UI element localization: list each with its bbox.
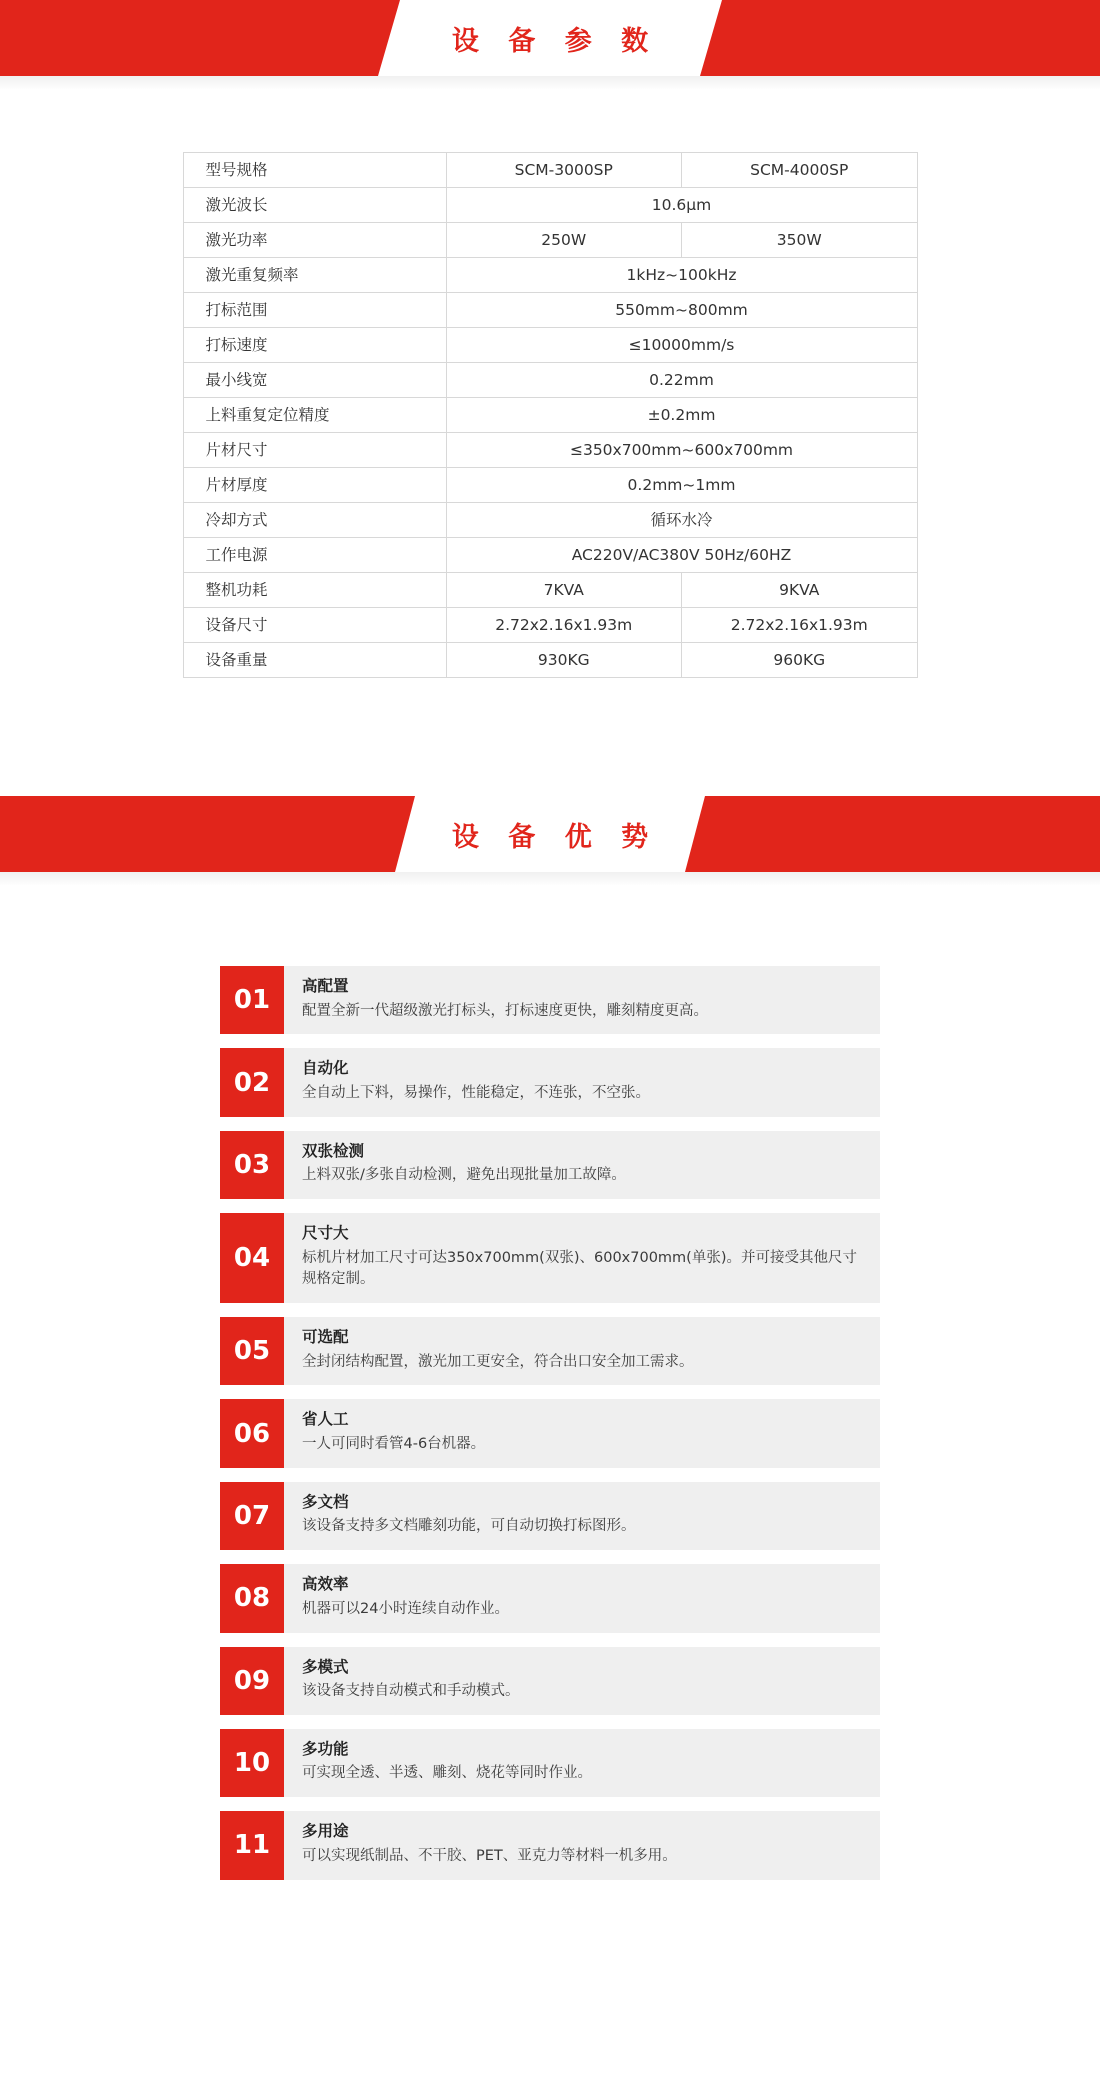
- spec-label-cell: 工作电源: [183, 538, 446, 573]
- advantage-title: 可选配: [302, 1328, 349, 1347]
- spec-value-cell: 1kHz~100kHz: [446, 258, 917, 293]
- advantage-number: 04: [220, 1213, 284, 1303]
- advantage-title: 尺寸大: [302, 1224, 349, 1243]
- spec-label-cell: 整机功耗: [183, 573, 446, 608]
- table-row: [183, 328, 917, 363]
- table-row: [183, 293, 917, 328]
- advantage-number: 01: [220, 966, 284, 1034]
- advantage-body: [284, 1564, 880, 1632]
- advantage-number: 11: [220, 1811, 284, 1879]
- advantage-description: 标机片材加工尺寸可达350x700mm(双张)、600x700mm(单张)。并可接受其他尺寸规格定制。: [302, 1249, 857, 1288]
- advantage-body: [284, 1811, 880, 1879]
- table-row: [183, 363, 917, 398]
- advantage-title: 自动化: [302, 1059, 349, 1078]
- table-row: [183, 573, 917, 608]
- list-item: [220, 1564, 880, 1632]
- spec-value-cell: 550mm~800mm: [446, 293, 917, 328]
- spec-label-cell: 激光重复频率: [183, 258, 446, 293]
- spec-label-cell: 设备重量: [183, 643, 446, 678]
- advantage-description: 全封闭结构配置，激光加工更安全，符合出口安全加工需求。: [302, 1353, 694, 1370]
- list-item: [220, 1729, 880, 1797]
- advantage-description: 机器可以24小时连续自动作业。: [302, 1600, 509, 1617]
- table-row: [183, 398, 917, 433]
- spec-value-cell: 2.72x2.16x1.93m: [682, 608, 918, 643]
- advantage-title: 省人工: [302, 1410, 349, 1429]
- advantage-description: 该设备支持多文档雕刻功能，可自动切换打标图形。: [302, 1518, 636, 1535]
- advantage-title: 双张检测: [302, 1141, 365, 1160]
- spec-value-cell: 0.2mm~1mm: [446, 468, 917, 503]
- table-row: [183, 468, 917, 503]
- advantage-body: [284, 1213, 880, 1303]
- spec-value-cell: ≤350x700mm~600x700mm: [446, 433, 917, 468]
- list-item: [220, 1482, 880, 1550]
- spec-label-cell: 最小线宽: [183, 363, 446, 398]
- spec-value-cell: ±0.2mm: [446, 398, 917, 433]
- advantage-number: 06: [220, 1399, 284, 1467]
- spec-value-cell: 2.72x2.16x1.93m: [446, 608, 682, 643]
- advantage-title: 多功能: [302, 1739, 349, 1758]
- advantage-number: 10: [220, 1729, 284, 1797]
- banner-shadow-strip: [0, 872, 1100, 886]
- advantage-number: 03: [220, 1131, 284, 1199]
- spec-value-cell: 7KVA: [446, 573, 682, 608]
- advantage-description: 该设备支持自动模式和手动模式。: [302, 1683, 520, 1700]
- table-row: [183, 223, 917, 258]
- spec-label-cell: 激光波长: [183, 188, 446, 223]
- advantage-body: [284, 1482, 880, 1550]
- advantage-title: 多文档: [302, 1492, 349, 1511]
- advantages-banner-title: 设 备 优 势: [451, 821, 659, 853]
- spec-label-cell: 激光功率: [183, 223, 446, 258]
- advantage-body: [284, 966, 880, 1034]
- spec-banner-title: 设 备 参 数: [451, 25, 659, 57]
- spec-value-cell: SCM-3000SP: [446, 153, 682, 188]
- advantage-number: 02: [220, 1048, 284, 1116]
- table-row: [183, 433, 917, 468]
- advantage-body: [284, 1399, 880, 1467]
- list-item: [220, 1647, 880, 1715]
- advantage-body: [284, 1729, 880, 1797]
- advantage-title: 高配置: [302, 977, 349, 995]
- spec-label-cell: 上料重复定位精度: [183, 398, 446, 433]
- spec-label-cell: 设备尺寸: [183, 608, 446, 643]
- spec-label-cell: 片材尺寸: [183, 433, 446, 468]
- advantage-body: [284, 1048, 880, 1116]
- spec-value-cell: 10.6μm: [446, 188, 917, 223]
- spec-value-cell: 循环水冷: [446, 503, 917, 538]
- advantage-body: [284, 1131, 880, 1199]
- advantage-description: 配置全新一代超级激光打标头，打标速度更快，雕刻精度更高。: [302, 1002, 708, 1019]
- spec-value-cell: ≤10000mm/s: [446, 328, 917, 363]
- list-item: [220, 1399, 880, 1467]
- advantage-number: 08: [220, 1564, 284, 1632]
- advantage-description: 可以实现纸制品、不干胶、PET、亚克力等材料一机多用。: [302, 1847, 677, 1864]
- advantages-list: [0, 886, 1100, 1940]
- spec-table-container: [0, 90, 1100, 678]
- list-item: [220, 1811, 880, 1879]
- advantage-body: [284, 1317, 880, 1385]
- advantage-description: 全自动上下料，易操作，性能稳定，不连张，不空张。: [302, 1084, 650, 1101]
- advantage-title: 高效率: [302, 1575, 349, 1594]
- spec-label-cell: 冷却方式: [183, 503, 446, 538]
- advantage-number: 05: [220, 1317, 284, 1385]
- spec-label-cell: 片材厚度: [183, 468, 446, 503]
- spec-value-cell: SCM-4000SP: [682, 153, 918, 188]
- spec-label-cell: 打标速度: [183, 328, 446, 363]
- spec-bottom-spacer: [0, 678, 1100, 796]
- spec-section-banner: [0, 0, 1100, 76]
- advantage-title: 多用途: [302, 1822, 349, 1841]
- table-row: [183, 538, 917, 573]
- advantage-title: 多模式: [302, 1657, 349, 1676]
- advantage-description: 上料双张/多张自动检测，避免出现批量加工故障。: [302, 1167, 626, 1184]
- advantage-description: 可实现全透、半透、雕刻、烧花等同时作业。: [302, 1765, 592, 1782]
- spec-value-cell: 9KVA: [682, 573, 918, 608]
- table-row: [183, 188, 917, 223]
- spec-table: [183, 152, 918, 678]
- list-item: [220, 1131, 880, 1199]
- table-row: [183, 608, 917, 643]
- spec-label-cell: 型号规格: [183, 153, 446, 188]
- spec-value-cell: 250W: [446, 223, 682, 258]
- spec-value-cell: 930KG: [446, 643, 682, 678]
- spec-label-cell: 打标范围: [183, 293, 446, 328]
- spec-value-cell: AC220V/AC380V 50Hz/60HZ: [446, 538, 917, 573]
- advantage-number: 07: [220, 1482, 284, 1550]
- table-row: [183, 258, 917, 293]
- advantage-number: 09: [220, 1647, 284, 1715]
- table-row: [183, 503, 917, 538]
- spec-value-cell: 350W: [682, 223, 918, 258]
- advantage-description: 一人可同时看管4-6台机器。: [302, 1436, 486, 1453]
- banner-shadow-strip: [0, 76, 1100, 90]
- advantages-section-banner: [0, 796, 1100, 872]
- list-item: [220, 1213, 880, 1303]
- table-row: [183, 153, 917, 188]
- list-item: [220, 966, 880, 1034]
- advantage-body: [284, 1647, 880, 1715]
- list-item: [220, 1048, 880, 1116]
- table-row: [183, 643, 917, 678]
- list-item: [220, 1317, 880, 1385]
- spec-value-cell: 0.22mm: [446, 363, 917, 398]
- spec-table-body: [183, 153, 917, 678]
- spec-value-cell: 960KG: [682, 643, 918, 678]
